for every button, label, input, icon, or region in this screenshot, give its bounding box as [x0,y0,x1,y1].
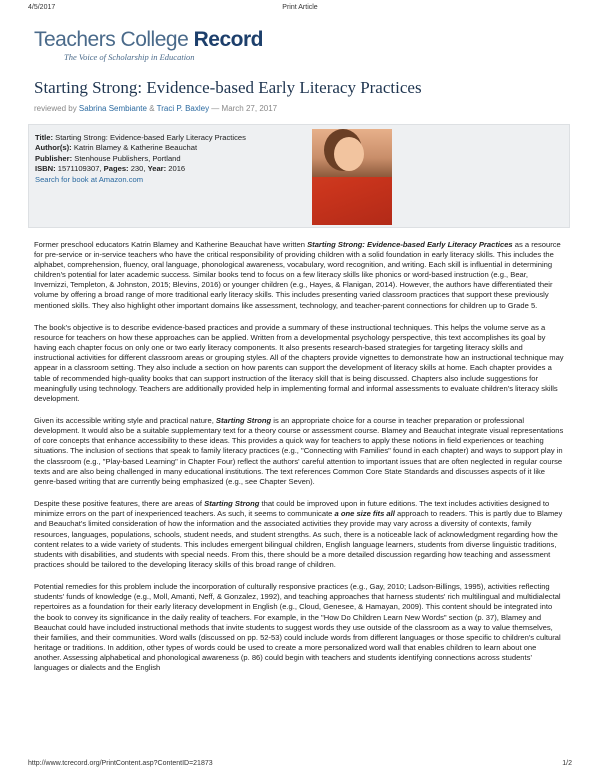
author-link-2[interactable]: Traci P. Baxley [156,104,210,113]
logo-tagline: The Voice of Scholarship in Education [64,52,195,62]
logo-wordmark [34,28,314,52]
print-date: 4/5/2017 [28,4,56,11]
p4-book-title: Starting Strong [204,499,260,509]
book-publisher-row [35,154,246,164]
print-footer [28,760,572,770]
p3-text-a: Given its accessible writing style and practical nature, [34,416,216,426]
book-authors-value: Katrin Blamey & Katherine Beauchat [73,143,198,153]
book-link-row [35,175,246,185]
byline-date: — March 27, 2017 [209,104,278,113]
logo-name-a: Teachers College [34,28,194,51]
author-link-1[interactable]: Sabrina Sembiante [78,104,147,113]
book-details [35,133,246,185]
footer-url: http://www.tcrecord.org/PrintContent.asp?ContentID=21873 [28,760,213,767]
book-isbn-label: ISBN: [35,164,58,174]
amazon-search-link[interactable]: Search for book at Amazon.com [35,174,144,184]
site-logo[interactable] [34,28,314,76]
print-header [28,4,572,16]
footer-page-number: 1/2 [562,760,572,767]
book-isbn-value: 1571109307, [57,164,104,174]
paragraph-2: The book's objective is to describe evidence-based practices and provide a summary of these instructional techniques. This helps the volume serve as a resource for teachers on how these approaches can be applied. Written from a developmental psychology perspective, this text accomplishes its goal by having each chapter focus on only one or two early literacy components. It also presents research-based strategies for targeting literacy skills and instructional activities for different classroom areas or grouping styles. All of the chapters provide vignettes to demonstrate how an instructional technique may appear in a classroom setting. They also include a section on how parents can support the development of literacy skills at home. Each chapter provides a table of recommended high-quality books that can support instruction of the literacy skill that is being discussed. Chapters also include suggestions for meaningfully using technology. Teachers are additionally provided help in implementing formal and informal assessments to evaluate children's literacy skills development. [34,323,564,403]
p1-text-b: as a resource for pre-service or in-service teachers who have the critical responsibility of providing children with a solid foundation in early literacy skills. This includes the alphabet, comprehension, fluency, oral language, phonological awareness, vocabulary, word recognition, and writing. Each skill is influential in determining children's potential for later academic success. Similar books tend to focus on a few literacy skills like phonics or word-based instruction (e.g., Bear, Invernizzi, Templeton, & Johnston, 2015; Blevins, 2016) or younger children (e.g., Hayes, & Flanigan, 2014). However, the authors have differentiated their volume by offering a broad range of more traditional early literacy skills. This includes presenting varied classroom practices that support these previously mentioned skills. They also highlight other important domains like assessment, technology, and teacher-parent connections for children up to Grade 5. [34,240,561,310]
p4-text-c: approach to readers. This is partly due to Blamey and Beauchat's limited consideration of how the information and the associated activities they provide may vary across a diversity of contexts, family resources, languages, populations, schools, student needs, and student strengths. As such, there is a noticeable lack of acknowledgment regarding how the content relates to a wide variety of students. This includes emergent bilingual children, English language learners, students from diverse linguistic traditions, students with disabilities, and students with special needs. From this, there should be a more detailed discussion regarding how teaching and assessment practices should be tailored to the developing literacy skills of this broad range of children. [34,509,563,569]
paragraph-1 [34,240,564,311]
book-year-value: 2016 [168,164,186,174]
cover-photo [312,129,392,177]
p3-book-title: Starting Strong [215,416,272,426]
p3-text-b: is an appropriate choice for a course in teacher preparation or professional development. It would also be a suitable supplementary text for a theory course or assessment course. Blamey and Beauchat integrate visual representations of core concepts that enhance accessibility to these ideas. This provides a quick way for teachers to apply these notions in field experiences or teaching situations. The inclusion of sections that speak to family literacy practices (e.g., "Connecting with Families" found in each chapter) and ways to support play in the classroom (e.g., "Play-based Learning" in Chapter Four) reflect the authors' careful attention to important issues that are often neglected in regular course texts and are also being challenged in many educational institutions. The text references Common Core State Standards and discusses aspects of it like genre-based writing that are currently being emphasized (e.g., see Chapter Seven). [34,416,564,486]
book-title-label: Title: [35,133,56,142]
book-publisher-value: Stenhouse Publishers, Portland [74,153,181,163]
byline [34,104,277,113]
p4-text-a: Despite these positive features, there are areas of [34,499,205,509]
book-isbn-row [35,164,246,174]
book-authors-label: Author(s): [35,143,74,153]
byline-and: & [146,104,157,113]
book-pages-label: Pages: [103,164,131,174]
book-pages-value: 230, [130,164,148,174]
p1-book-title: Starting Strong: Evidence-based Early Literacy Practices [307,240,513,249]
book-title-value: Starting Strong: Evidence-based Early Literacy Practices [55,133,246,142]
paragraph-4 [34,499,564,570]
p4-text-b: that could be improved upon in future editions. The text includes activities designed to minimize errors on the part of inexperienced teachers. As such, it seems to communicate [34,499,550,519]
book-title-row [35,133,246,143]
book-publisher-label: Publisher: [35,153,75,163]
article-title: Starting Strong: Evidence-based Early Literacy Practices [34,78,422,97]
p4-emphasis: a one size fits all [334,509,395,519]
book-authors-row [35,143,246,153]
paragraph-3 [34,416,564,487]
p1-text-a: Former preschool educators Katrin Blamey and Katherine Beauchat have written [34,240,308,249]
byline-prefix: reviewed by [34,104,79,113]
paragraph-5: Potential remedies for this problem include the incorporation of culturally responsive practices (e.g., Gay, 2010; Ladson-Billings, 1995), activities reflecting students' funds of knowledge (e.g., Moll, Amanti, Neff, & Gonzalez, 1992), and teaching approaches that harness students' rich multilingual and multidialectal repertoires as a foundation for their early literacy development in English (e.g., Cloud, Genesee, & Hamayan, 2009). This content should be integrated into the book to convey its significance in the daily reality of teachers. For example, in the "How Do Children Learn New Words" section (p. 37), Blamey and Beauchat could have included instructional methods that invite students to suggest words they use outside of the classroom as a way to value themselves, their families, and their communities. Word walls (discussed on pp. 52-53) could include words from different languages or those specific to children's cultural heritage or traditions. In addition, other types of words could be used to create a more personalized word wall that enables children to learn about one another. Assessing alphabetical and phonological awareness (p. 86) could begin with teachers and students identifying connections across students' languages or dialects and the English [34,582,561,673]
logo-name-b: Record [193,28,263,51]
book-info-box [28,124,570,228]
print-title: Print Article [282,4,318,11]
book-cover-image [312,129,392,225]
cover-child-face [334,137,364,171]
book-year-label: Year: [147,164,169,174]
article-body [34,240,564,686]
